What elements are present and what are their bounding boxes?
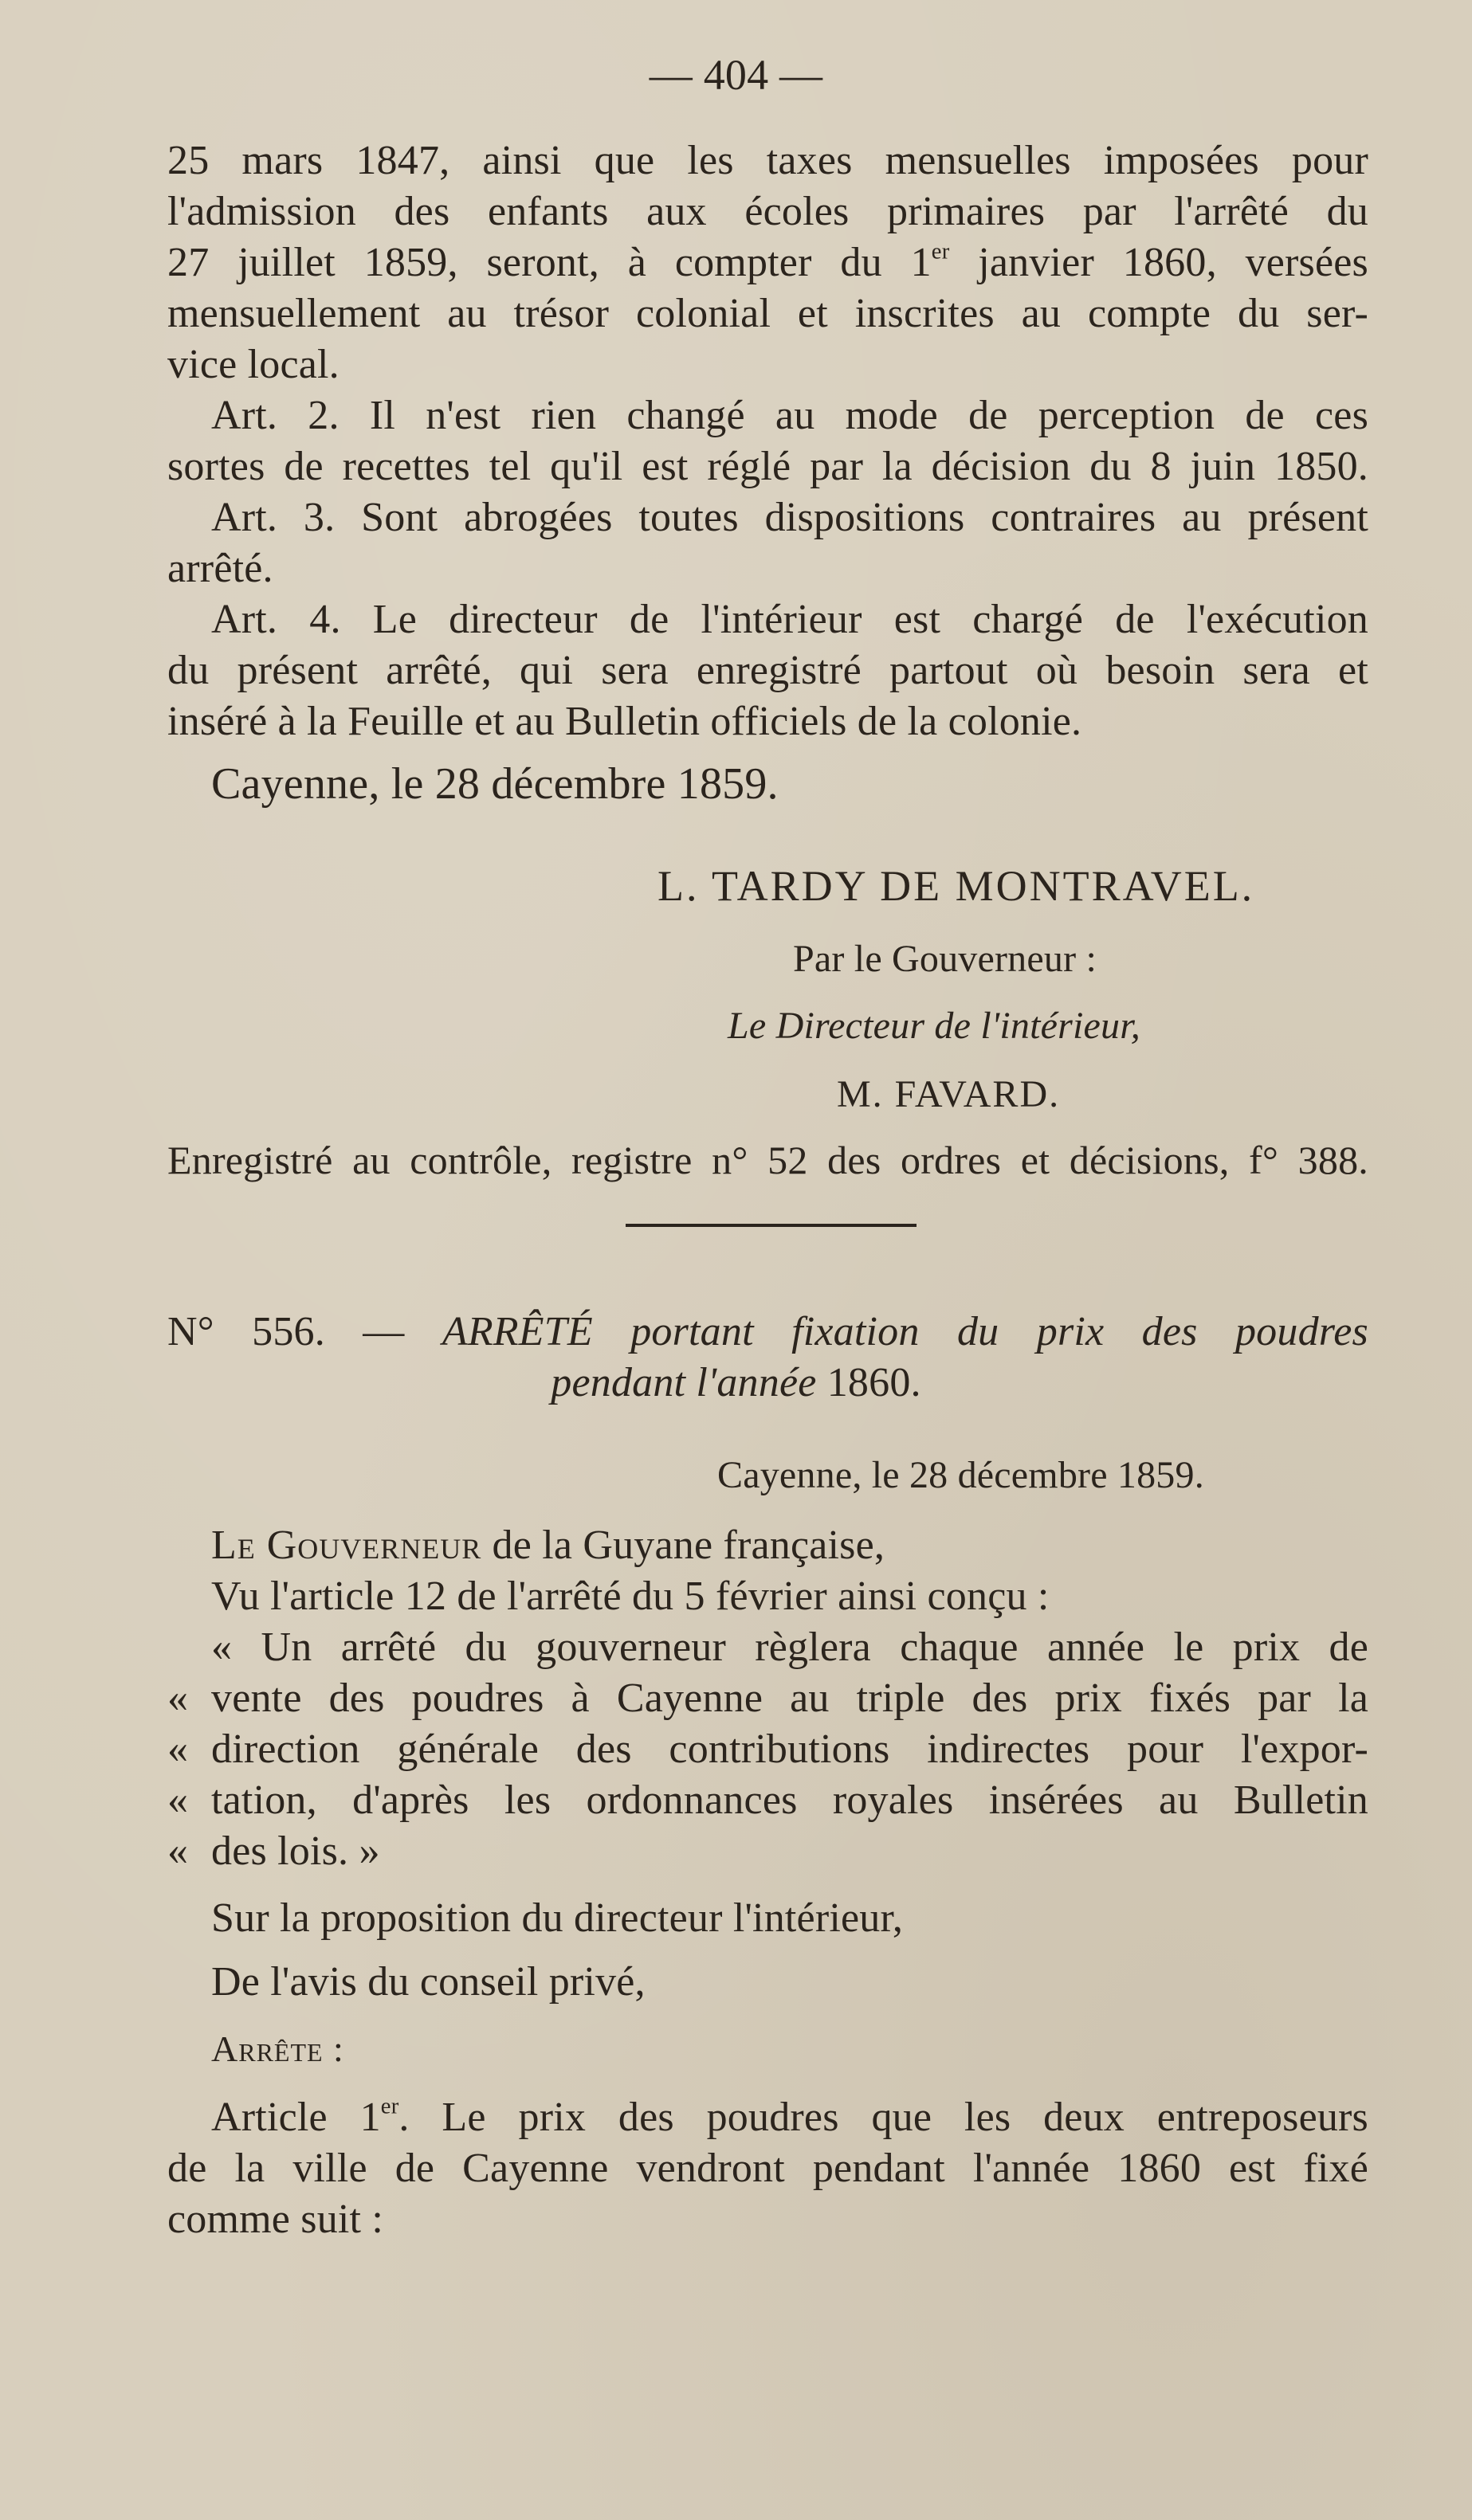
text-line: Art. 2. Il n'est rien changé au mode de perception de ces xyxy=(211,393,1368,438)
text-line: mensuellement au trésor colonial et inscrites au compte du ser- xyxy=(167,291,1368,336)
directeur-name: M. FAVARD. xyxy=(837,1073,1061,1115)
text-line: 25 mars 1847, ainsi que les taxes mensuelles imposées pour xyxy=(167,138,1368,183)
text-segment: 27 juillet 1859, seront, à compter du 1 xyxy=(167,240,932,285)
section-divider xyxy=(626,1224,917,1227)
text-line: Sur la proposition du directeur l'intérieur, xyxy=(211,1895,904,1941)
text-line: inséré à la Feuille et au Bulletin officiels de la colonie. xyxy=(167,699,1082,744)
text-line: du présent arrêté, qui sera enregistré partout où besoin sera et xyxy=(167,648,1368,693)
decree-title-word: ARRÊTÉ xyxy=(442,1309,593,1354)
text-line: vice local. xyxy=(167,342,340,387)
quote-mark: « xyxy=(167,1777,189,1823)
page-number: — 404 — xyxy=(649,51,823,99)
quote-line xyxy=(167,1826,1368,1877)
quote-text: des lois. » xyxy=(211,1828,380,1874)
decree-number: N° 556. — xyxy=(167,1309,405,1354)
decree-title-word: portant xyxy=(630,1309,754,1354)
directeur-title: Le Directeur de l'intérieur, xyxy=(728,1005,1140,1047)
quote-mark: « xyxy=(167,1828,189,1874)
quote-line xyxy=(167,1775,1368,1826)
superscript: er xyxy=(380,2094,399,2119)
superscript: er xyxy=(931,239,950,265)
quote-line xyxy=(167,1724,1368,1775)
text-line: l'admission des enfants aux écoles primaires par l'arrêté du xyxy=(167,189,1368,234)
text-line: arrêté. xyxy=(167,546,273,591)
par-le-gouverneur: Par le Gouverneur : xyxy=(793,938,1097,980)
text-line xyxy=(167,237,1368,288)
text-line: Art. 4. Le directeur de l'intérieur est chargé de l'exécution xyxy=(211,597,1368,642)
text-line: Vu l'article 12 de l'arrêté du 5 février ainsi conçu : xyxy=(211,1574,1050,1619)
quote-text: tation, d'après les ordonnances royales insérées au Bulletin xyxy=(211,1777,1368,1823)
quote-mark: « xyxy=(167,1726,189,1772)
registration-note: Enregistré au contrôle, registre n° 52 des ordres et décisions, f° 388. xyxy=(167,1138,1368,1182)
text-segment: . Le prix des poudres que les deux entreposeurs xyxy=(398,2095,1368,2140)
quote-text: direction générale des contributions indirectes pour l'expor- xyxy=(211,1726,1368,1772)
text-segment: de la Guyane française, xyxy=(481,1523,885,1568)
decree-date: Cayenne, le 28 décembre 1859. xyxy=(717,1454,1204,1496)
text-line: comme suit : xyxy=(167,2197,384,2242)
date-line: Cayenne, le 28 décembre 1859. xyxy=(211,759,779,809)
decree-heading-line2 xyxy=(0,1358,1472,1409)
decree-title-word: fixation xyxy=(791,1309,920,1354)
decree-title-word: pendant l'année xyxy=(551,1360,817,1405)
gouverneur-title: Le Gouverneur xyxy=(211,1523,482,1568)
quote-text: vente des poudres à Cayenne au triple des prix fixés par la xyxy=(211,1675,1368,1721)
text-segment: janvier 1860, versées xyxy=(949,240,1368,285)
arrete-label: Arrête : xyxy=(211,2028,344,2069)
quote-line: « Un arrêté du gouverneur règlera chaque année le prix de xyxy=(211,1624,1368,1670)
text-line: Art. 3. Sont abrogées toutes dispositions contraires au présent xyxy=(211,495,1368,540)
text-line: sortes de recettes tel qu'il est réglé par la décision du 8 juin 1850. xyxy=(167,444,1368,489)
decree-year: 1860. xyxy=(826,1360,921,1405)
text-line: de la ville de Cayenne vendront pendant l'année 1860 est fixé xyxy=(167,2146,1368,2191)
article-line xyxy=(211,2092,1368,2143)
quote-mark: « xyxy=(167,1675,189,1721)
quote-line xyxy=(167,1673,1368,1724)
decree-heading xyxy=(167,1307,1368,1358)
decree-title-word: du prix des poudres xyxy=(956,1309,1368,1354)
gouverneur-line xyxy=(211,1520,1368,1571)
text-line: De l'avis du conseil privé, xyxy=(211,1959,646,2005)
signature: L. TARDY DE MONTRAVEL. xyxy=(657,862,1255,910)
text-segment: Article 1 xyxy=(211,2095,381,2140)
